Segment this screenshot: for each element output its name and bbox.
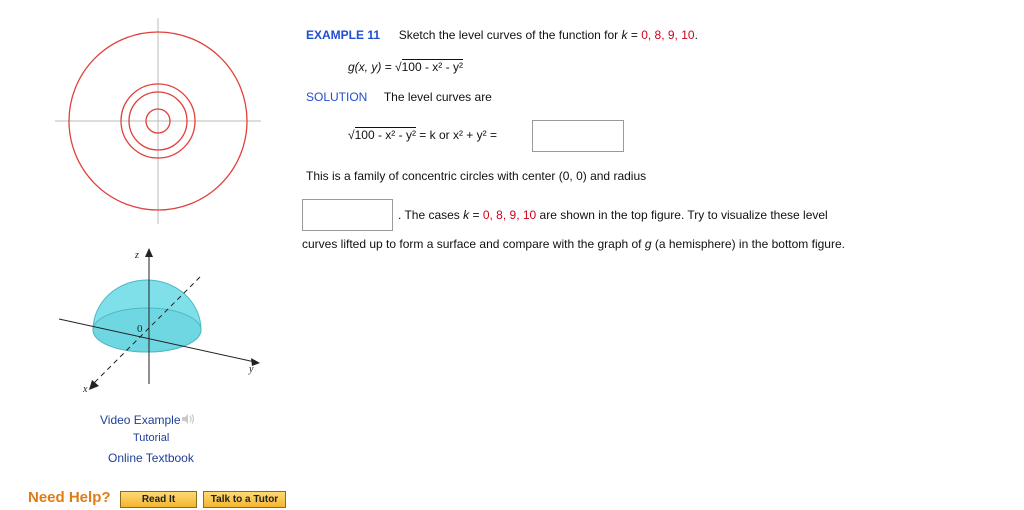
surface-post: (a hemisphere) in the bottom figure. bbox=[651, 237, 845, 251]
level-curves-figure bbox=[55, 18, 261, 224]
radius-answer-input[interactable] bbox=[302, 199, 393, 231]
prompt-period: . bbox=[694, 28, 698, 42]
example-header bbox=[306, 28, 698, 42]
tutorial-link[interactable]: Tutorial bbox=[133, 432, 170, 444]
z-axis-label: z bbox=[135, 250, 139, 261]
k-values: 0, 8, 9, 10 bbox=[641, 28, 695, 42]
cases-post: are shown in the top figure. Try to visualize these level bbox=[536, 208, 828, 222]
origin-label: 0 bbox=[137, 323, 143, 335]
read-it-button[interactable]: Read It bbox=[120, 491, 197, 508]
solution-label: SOLUTION bbox=[306, 90, 368, 104]
cases-pre: . The cases bbox=[398, 208, 464, 222]
z-axis-arrow bbox=[145, 248, 153, 257]
video-example-link[interactable] bbox=[100, 413, 195, 427]
k-variable: k bbox=[621, 28, 628, 42]
video-example-label: Video Example bbox=[100, 413, 181, 427]
need-help-title: Need Help? bbox=[28, 489, 111, 506]
equation-middle: = k or x² + y² = bbox=[415, 128, 497, 142]
solution-intro: The level curves are bbox=[383, 90, 492, 104]
surface-g: g bbox=[644, 237, 652, 251]
equation-radicand: 100 - x² - y² bbox=[354, 128, 416, 142]
family-description: This is a family of concentric circles with center (0, 0) and radius bbox=[306, 169, 647, 183]
cases-line bbox=[398, 208, 828, 222]
function-lhs: g(x, y) = bbox=[348, 60, 396, 74]
hemisphere-figure bbox=[55, 244, 270, 394]
x-axis-arrow bbox=[89, 380, 99, 390]
cases-values: 0, 8, 9, 10 bbox=[482, 208, 537, 222]
k-equals: = bbox=[627, 28, 642, 42]
cases-k: k bbox=[463, 208, 470, 222]
example-number: EXAMPLE 11 bbox=[306, 28, 381, 42]
rhs-answer-input[interactable] bbox=[532, 120, 624, 152]
surface-pre: curves lifted up to form a surface and compare with the graph of bbox=[302, 237, 645, 251]
level-curve-equation: √100 - x² - y² = k or x² + y² = bbox=[348, 128, 497, 142]
cases-equals: = bbox=[469, 208, 483, 222]
x-axis-label: x bbox=[83, 384, 88, 394]
example-prompt: Sketch the level curves of the function for bbox=[398, 28, 619, 42]
surface-line bbox=[302, 237, 845, 251]
online-textbook-link[interactable]: Online Textbook bbox=[108, 451, 194, 465]
talk-to-tutor-button[interactable]: Talk to a Tutor bbox=[203, 491, 286, 508]
y-axis-label: y bbox=[249, 364, 254, 375]
function-radicand: 100 - x² - y² bbox=[401, 60, 463, 74]
solution-line bbox=[306, 90, 492, 104]
speaker-icon bbox=[181, 413, 195, 425]
function-definition: g(x, y) = √100 - x² - y² bbox=[348, 60, 463, 74]
